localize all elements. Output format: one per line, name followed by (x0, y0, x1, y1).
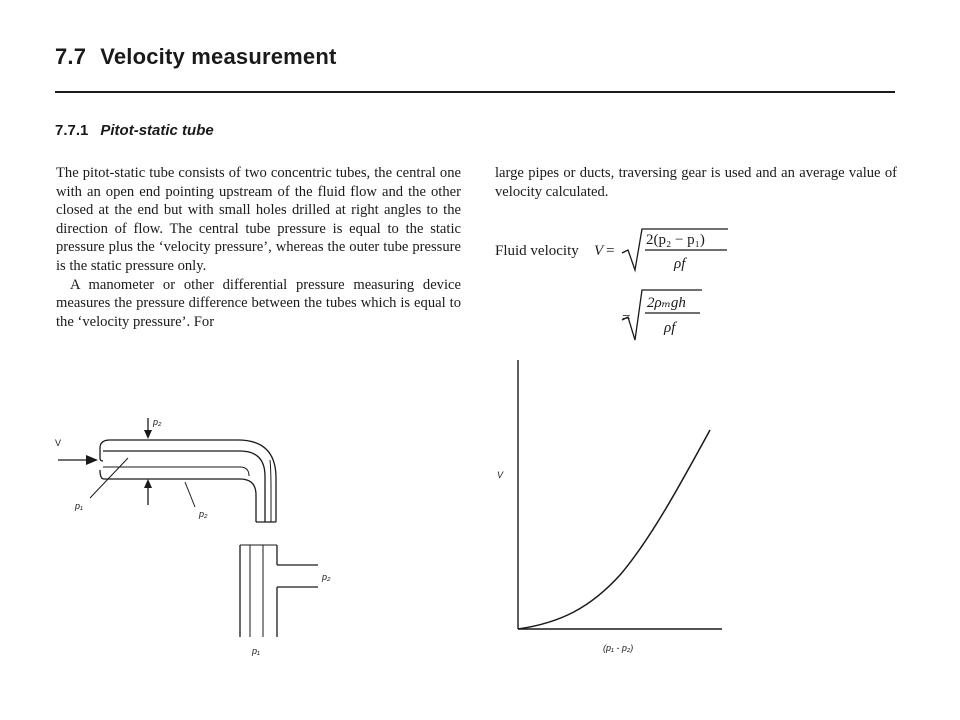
paragraph-2: A manometer or other differential pressure measuring device measures the pressure difference between the tubes which is equal to the ‘velocity pressure’. For (56, 276, 461, 330)
label-p1-bottom: p₁ (252, 646, 260, 656)
equation-denominator-2: ρf (664, 320, 676, 336)
graph-xlabel: (p₁ - p₂) (603, 643, 634, 653)
label-p1: p₁ (75, 501, 83, 511)
equation-lhs: V (594, 243, 604, 259)
paragraph-1: The pitot-static tube consists of two concentric tubes, the central one with an open end pointing upstream of the fluid flow and the other closed at the end but with small holes drilled at right angles to the direction of flow. The central tube pressure is equal to the static pressure plus the ‘velocity pressure’, whereas the outer tube pressure is the static pressure only. (56, 165, 461, 274)
label-p2-side: p₂ (199, 509, 208, 519)
equation-numerator-1: 2(p₂ − p₁) (646, 232, 705, 248)
section-title: Velocity measurement (100, 44, 337, 69)
velocity-curve (518, 430, 710, 629)
subsection-title: Pitot-static tube (100, 122, 214, 139)
subsection-number: 7.7.1 (55, 122, 89, 139)
equation-equals-1: = (606, 243, 615, 259)
equation-label: Fluid velocity (495, 243, 579, 259)
paragraph-continued: large pipes or ducts, traversing gear is used and an average value of velocity calculated. (495, 165, 897, 200)
graph-ylabel: V (497, 470, 504, 480)
equation-equals-2: = (622, 310, 631, 326)
equation-numerator-2: 2ρₘgh (647, 295, 686, 311)
section-number: 7.7 (55, 44, 87, 69)
label-p2-top: p₂ (153, 417, 162, 427)
label-p2-outlet: p₂ (322, 572, 331, 582)
label-v-flow: V (55, 438, 62, 448)
equation-denominator-1: ρf (674, 256, 686, 272)
